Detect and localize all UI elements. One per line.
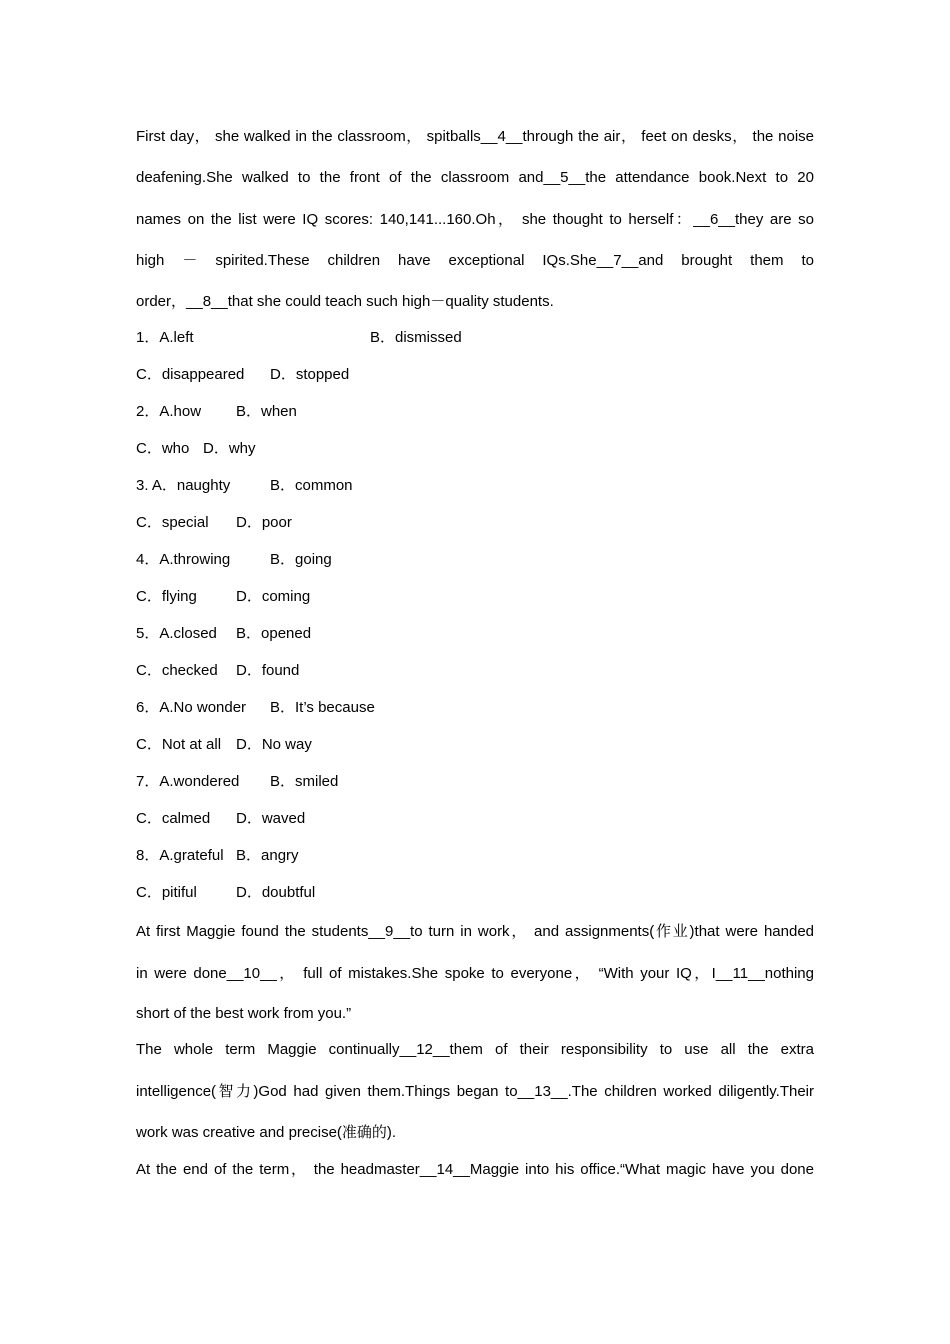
question-4-option-d: D．coming [236,588,311,605]
question-1-option-a: 1．A.left [136,329,194,346]
question-4-option-c: C．flying [136,588,197,605]
passage-4-line-1: At the end of the term， the headmaster__14__Maggie into his office.“What magic have you done [136,1161,814,1178]
question-7-option-d: D．waved [236,810,306,827]
question-4-row-ab [0,549,950,571]
question-2-row-ab [0,401,950,423]
question-3-row-ab [0,475,950,497]
question-7-row-cd [0,808,950,830]
question-2-option-c: C．who [136,440,190,457]
question-6-option-d: D．No way [236,736,312,753]
question-6-option-b: B．It’s because [270,699,375,716]
question-8-option-c: C．pitiful [136,884,197,901]
question-5-option-c: C．checked [136,662,218,679]
question-7-option-a: 7．A.wondered [136,773,240,790]
question-4-row-cd [0,586,950,608]
question-4-option-a: 4．A.throwing [136,551,231,568]
question-3-option-b: B．common [270,477,353,494]
passage-3-line-2: intelligence(智力)God had given them.Things began to__13__.The children worked diligently.Their [136,1083,814,1100]
question-3-option-a: 3. A．naughty [136,477,231,494]
passage-1-line-1: First day， she walked in the classroom， spitballs__4__through the air， feet on desks， the noise [136,128,814,145]
question-7-row-ab [0,771,950,793]
question-3-option-d: D．poor [236,514,292,531]
question-3-row-cd [0,512,950,534]
passage-1-line-5: order，__8__that she could teach such high－quality students. [136,293,554,310]
question-2-row-cd [0,438,950,460]
question-1-row-ab [0,327,950,349]
question-1-option-b: B．dismissed [370,329,462,346]
question-6-row-cd [0,734,950,756]
passage-1-line-2: deafening.She walked to the front of the classroom and__5__the attendance book.Next to 20 [136,169,814,186]
question-8-row-cd [0,882,950,904]
question-8-row-ab [0,845,950,867]
question-6-option-c: C．Not at all [136,736,222,753]
question-6-option-a: 6．A.No wonder [136,699,247,716]
question-6-row-ab [0,697,950,719]
question-1-option-d: D．stopped [270,366,350,383]
question-5-row-cd [0,660,950,682]
passage-2-line-2: in were done__10__， full of mistakes.She spoke to everyone， “With your IQ，I__11__nothing [136,965,814,982]
question-5-option-d: D．found [236,662,300,679]
question-2-option-a: 2．A.how [136,403,202,420]
passage-3-line-1: The whole term Maggie continually__12__them of their responsibility to use all the extra [136,1041,814,1058]
question-1-option-c: C．disappeared [136,366,245,383]
question-8-option-b: B．angry [236,847,299,864]
question-8-option-d: D．doubtful [236,884,316,901]
question-7-option-c: C．calmed [136,810,211,827]
passage-2-line-1: At first Maggie found the students__9__to turn in work， and assignments(作业)that were handed [136,923,814,940]
question-2-option-d: D．why [203,440,256,457]
passage-2-line-3: short of the best work from you.” [136,1005,352,1022]
passage-3-line-3: work was creative and precise(准确的). [136,1124,397,1141]
question-1-row-cd [0,364,950,386]
question-5-row-ab [0,623,950,645]
question-5-option-a: 5．A.closed [136,625,217,642]
passage-1-line-4: high － spirited.These children have exceptional IQs.She__7__and brought them to [136,252,814,269]
question-7-option-b: B．smiled [270,773,339,790]
question-4-option-b: B．going [270,551,332,568]
passage-1-line-3: names on the list were IQ scores: 140,141...160.Oh， she thought to herself：__6__they are so [136,211,814,228]
question-5-option-b: B．opened [236,625,312,642]
question-3-option-c: C．special [136,514,209,531]
question-8-option-a: 8．A.grateful [136,847,224,864]
question-2-option-b: B．when [236,403,297,420]
